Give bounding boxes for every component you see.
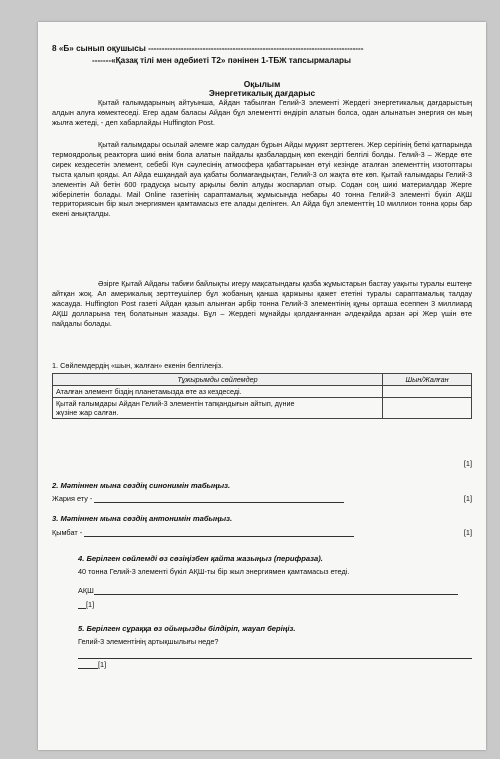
question-2-prompt: Жария ету -: [52, 494, 95, 503]
table-row: [53, 386, 472, 398]
question-2-line: [52, 494, 344, 503]
points-q1: [1]: [463, 459, 472, 468]
question-5-points-line: [78, 660, 106, 669]
points-q3: [1]: [463, 528, 472, 537]
question-5-answer-line: [78, 650, 472, 659]
question-4-answer-line: [78, 586, 458, 595]
worksheet-title: -------«Қазақ тілі мен әдебиеті Т2» пәнінен 1-ТБЖ тапсырмалары: [92, 56, 351, 65]
question-3-title: 3. Мәтіннен мына сөздің антонимін табыңыз.: [52, 514, 233, 523]
student-line: 8 «Б» сынып оқушысы -------------------------------------------------------------------------------: [52, 44, 364, 53]
question-4-text: 40 тонна Гелий-3 элементі бүкіл АҚШ-ты бір жыл энергиямен қамтамасыз етеді.: [78, 567, 350, 576]
points-q2: [1]: [463, 494, 472, 503]
answer-blank-4[interactable]: [94, 586, 458, 595]
question-1-text: 1. Сөйлемдердің «шын, жалған» екенін белгілеңіз.: [52, 361, 224, 370]
question-4-points-line: [78, 600, 94, 609]
points-q4: [1]: [86, 600, 95, 609]
answer-blank-4b[interactable]: [78, 600, 86, 609]
question-5-title: 5. Берілген сұраққа өз ойыңызды білдіріп, жауап беріңіз.: [78, 624, 296, 633]
points-q5: [1]: [98, 660, 107, 669]
question-4-answer-start: АҚШ: [78, 586, 94, 595]
statement-2-line-2: жүзіне жар салған.: [56, 408, 119, 417]
true-false-table: [52, 373, 472, 419]
question-3-line: [52, 528, 354, 537]
paragraph-1: Қытай ғалымдарының айтуынша, Айдан табылған Гелий-3 элементі Жердегі энергетикалық дағдарыстың алдын алуға көмектеседі. Егер адам баласы Айдан бұл элементті өндіріп алатын болса, одан алынатын энергия он мың жылға жетеді, - деп хабарлайды Huffington Post.: [52, 98, 472, 127]
table-header-statements: Тұжырымды сөйлемдер: [53, 374, 383, 386]
statement-1: Аталған элемент біздің планетамызда өте аз кездеседі.: [53, 386, 383, 398]
table-row: [53, 398, 472, 419]
question-5-text: Гелий-3 элементінің артықшылығы неде?: [78, 637, 219, 646]
answer-blank-2[interactable]: [94, 494, 344, 503]
worksheet-page: [38, 22, 486, 750]
answer-cell-2[interactable]: [383, 398, 472, 419]
text-title: Энергетикалық дағдарыс: [208, 88, 316, 98]
answer-blank-5b[interactable]: [78, 660, 98, 669]
paragraph-3: Әзірге Қытай Айдағы табиғи байлықты игеру мақсатындағы қазба жұмыстарын бастау уақыты туралы ештеңе айтқан жоқ. Ал америкалық зерттеушілер бұл жобаның қанша қаржыны қажет ететіні туралы сараптамалық талдау жасауда. Huffington Post газеті Айдан қазып алынған әрбір тонна Гелий-3 элементінің құны орташа есеппен 3 миллиард АҚШ долларына тең болатынын жазады. Бұл – Жердегі мұнайды қолданғаннан әлдеқайда арзан әрі Жер үшін өте пайдалы болады.: [52, 279, 472, 328]
question-3-prompt: Қымбат -: [52, 528, 85, 537]
statement-2-line-1: Қытай ғалымдары Айдан Гелий-3 элементін тапқандығын айтып, дүние: [56, 399, 295, 408]
question-2-title: 2. Мәтіннен мына сөздің синонимін табыңыз.: [52, 481, 231, 490]
answer-blank-5[interactable]: [78, 650, 472, 659]
answer-blank-3[interactable]: [84, 528, 354, 537]
question-4-title: 4. Берілген сөйлемді өз сөзіңізбен қайта жазыңыз (перифраза).: [78, 554, 323, 563]
table-header-truefalse: Шын/Жалған: [383, 374, 472, 386]
answer-cell-1[interactable]: [383, 386, 472, 398]
section-label: Оқылым: [243, 79, 281, 89]
paragraph-2: Қытай ғалымдары осылай әлемге жар салудан бұрын Айды мұқият зерттеген. Жер серігінің беткі қатпарында термоядролық реакторға шикі өнім бола алатын пайдалы қазбалардың көп екендігі белгілі болды. Гелий-3 – Жерде өте сирек кездесетін элемент, себебі Күн сәулесінің атмосфера қабаттарынан өтуі кезінде аталған элементтің изотоптары тыста қалып қояды. Ал Айда ешқандай ауа қабаты болмағандықтан, Гелий-3 ол жақта өте көп. Қытай ғалымдары Гелий-3 элементін Ай бетін 600 градусқа ысыту арқылы бөліп алуды жоспарлап отыр. Содан соң шикі материалдар Жерге жіберілетін болады. Mail Online газетінің сараптамалық жұмысында небары 40 тонна Гелий-3 элементі бүкіл АҚШ территориясын бір жыл энергиямен қамтамасыз ете алады делінген. Ал Айда бұл элементтің 10 миллион тонна қоры бар екені анықталды.: [52, 140, 472, 219]
statement-2: [53, 398, 383, 419]
